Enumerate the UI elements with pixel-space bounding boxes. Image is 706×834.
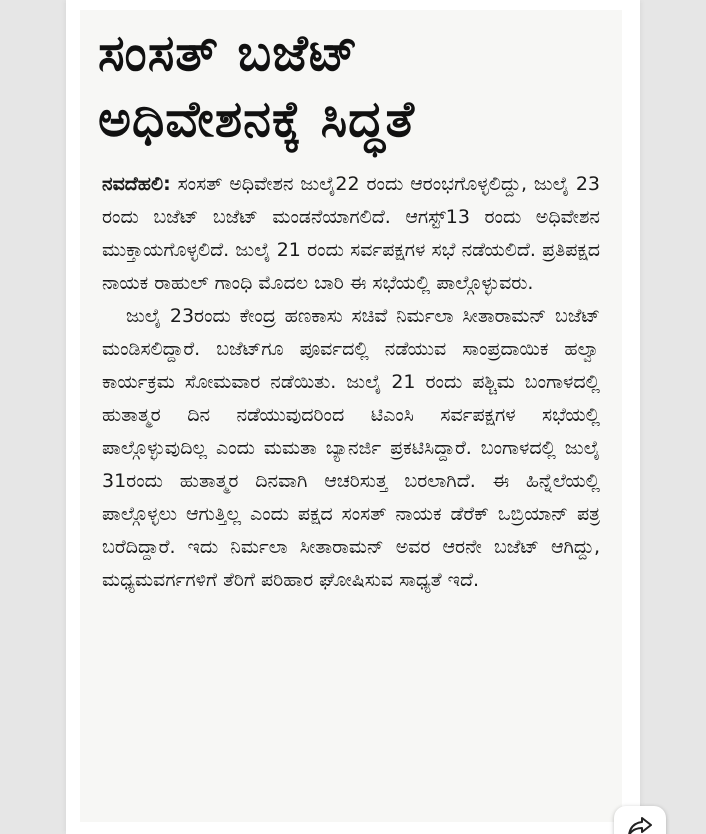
headline-line-1: ಸಂಸತ್ ಬಜೆಟ್ [98,24,359,82]
share-icon [627,816,653,834]
share-button[interactable] [614,806,666,834]
news-clipping [66,0,640,834]
paragraph-1-text: ಸಂಸತ್ ಅಧಿವೇಶನ ಜುಲೈ22 ರಂದು ಆರಂಭಗೊಳ್ಳಲಿದ್ದು, ಜುಲೈ 23 ರಂದು ಬಜೆಟ್ ಬಜೆಟ್ ಮಂಡನೆಯಾಗಲಿದೆ. ಆಗಸ್ಟ್13 ರಂದು ಅಧಿವೇಶನ ಮುಕ್ತಾಯಗೊಳ್ಳಲಿದೆ. ಜುಲೈ 21 ರಂದು ಸರ್ವಪಕ್ಷಗಳ ಸಭೆ ನಡೆಯಲಿದೆ. ಪ್ರತಿಪಕ್ಷದ ನಾಯಕ ರಾಹುಲ್ ಗಾಂಧಿ ಮೊದಲ ಬಾರಿ ಈ ಸಭೆಯಲ್ಲಿ ಪಾಲ್ಗೊಳ್ಳುವರು. [102,173,600,294]
article-body [80,152,622,597]
headline [80,10,622,152]
dateline: ನವದೆಹಲಿ: [102,173,171,195]
paragraph-1 [102,168,600,300]
article [80,10,622,822]
paragraph-2: ಜುಲೈ 23ರಂದು ಕೇಂದ್ರ ಹಣಕಾಸು ಸಚಿವೆ ನಿರ್ಮಲಾ ಸೀತಾರಾಮನ್ ಬಜೆಟ್ ಮಂಡಿಸಲಿದ್ದಾರೆ. ಬಜೆಟ್‌ಗೂ ಪೂರ್ವದಲ್ಲಿ ನಡೆಯುವ ಸಾಂಪ್ರದಾಯಿಕ ಹಲ್ವಾ ಕಾರ್ಯಕ್ರಮ ಸೋಮವಾರ ನಡೆಯಿತು. ಜುಲೈ 21 ರಂದು ಪಶ್ಚಿಮ ಬಂಗಾಳದಲ್ಲಿ ಹುತಾತ್ಮರ ದಿನ ನಡೆಯುವುದರಿಂದ ಟಿಎಂಸಿ ಸರ್ವಪಕ್ಷಗಳ ಸಭೆಯಲ್ಲಿ ಪಾಲ್ಗೊಳ್ಳುವುದಿಲ್ಲ ಎಂದು ಮಮತಾ ಬ್ಯಾನರ್ಜಿ ಪ್ರಕಟಿಸಿದ್ದಾರೆ. ಬಂಗಾಳದಲ್ಲಿ ಜುಲೈ 31ರಂದು ಹುತಾತ್ಮರ ದಿನವಾಗಿ ಆಚರಿಸುತ್ತ ಬರಲಾಗಿದೆ. ಈ ಹಿನ್ನೆಲೆಯಲ್ಲಿ ಪಾಲ್ಗೊಳ್ಳಲು ಆಗುತ್ತಿಲ್ಲ ಎಂದು ಪಕ್ಷದ ಸಂಸತ್ ನಾಯಕ ಡೆರೆಕ್ ಒಬ್ರಿಯಾನ್ ಪತ್ರ ಬರೆದಿದ್ದಾರೆ. ಇದು ನಿರ್ಮಲಾ ಸೀತಾರಾಮನ್ ಅವರ ಆರನೇ ಬಜೆಟ್ ಆಗಿದ್ದು, ಮಧ್ಯಮವರ್ಗಗಳಿಗೆ ತೆರಿಗೆ ಪರಿಹಾರ ಘೋಷಿಸುವ ಸಾಧ್ಯತೆ ಇದೆ. [102,305,600,591]
headline-line-2: ಅಧಿವೇಶನಕ್ಕೆ ಸಿದ್ಧತೆ [98,90,416,148]
